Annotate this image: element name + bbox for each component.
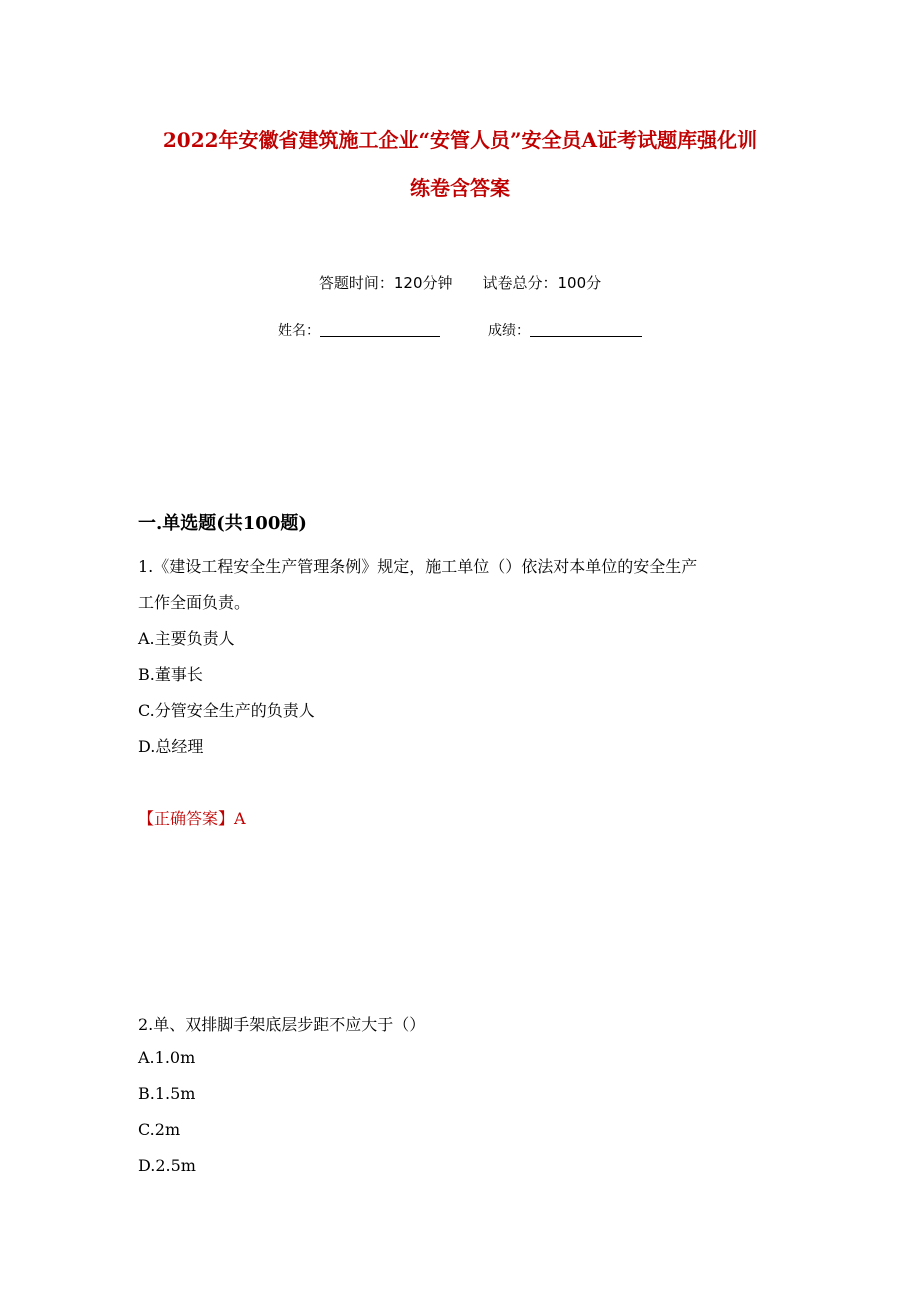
question-1-option-b: B.董事长 <box>138 665 203 684</box>
grade-label: 成绩： <box>488 323 530 339</box>
section-title: 一.单选题(共100题) <box>138 513 307 534</box>
name-blank <box>320 322 440 337</box>
question-1-stem-line-1: 1.《建设工程安全生产管理条例》规定，施工单位（）依法对本单位的安全生产 <box>138 557 698 576</box>
exam-time: 答题时间：120分钟 <box>318 274 453 292</box>
exam-total-score: 试卷总分：100分 <box>482 274 602 292</box>
question-1-stem-line-2: 工作全面负责。 <box>138 593 251 612</box>
grade-blank <box>530 322 642 337</box>
document-title-line-2: 练卷含答案 <box>410 176 510 200</box>
question-2-stem: 2.单、双排脚手架底层步距不应大于（） <box>138 1015 426 1034</box>
question-1-option-a: A.主要负责人 <box>138 629 235 648</box>
candidate-info <box>0 320 920 340</box>
question-1-option-d: D.总经理 <box>138 737 204 756</box>
question-2-option-a: A.1.0m <box>138 1048 196 1067</box>
question-2-option-c: C.2m <box>138 1120 181 1139</box>
question-1-option-c: C.分管安全生产的负责人 <box>138 701 315 720</box>
name-label: 姓名： <box>278 323 320 339</box>
document-title-line-1: 2022年安徽省建筑施工企业“安管人员”安全员A证考试题库强化训 <box>162 128 758 152</box>
exam-info <box>0 272 920 293</box>
question-1-answer: 【正确答案】A <box>138 809 246 828</box>
question-2-option-d: D.2.5m <box>138 1156 196 1175</box>
question-2-option-b: B.1.5m <box>138 1084 196 1103</box>
